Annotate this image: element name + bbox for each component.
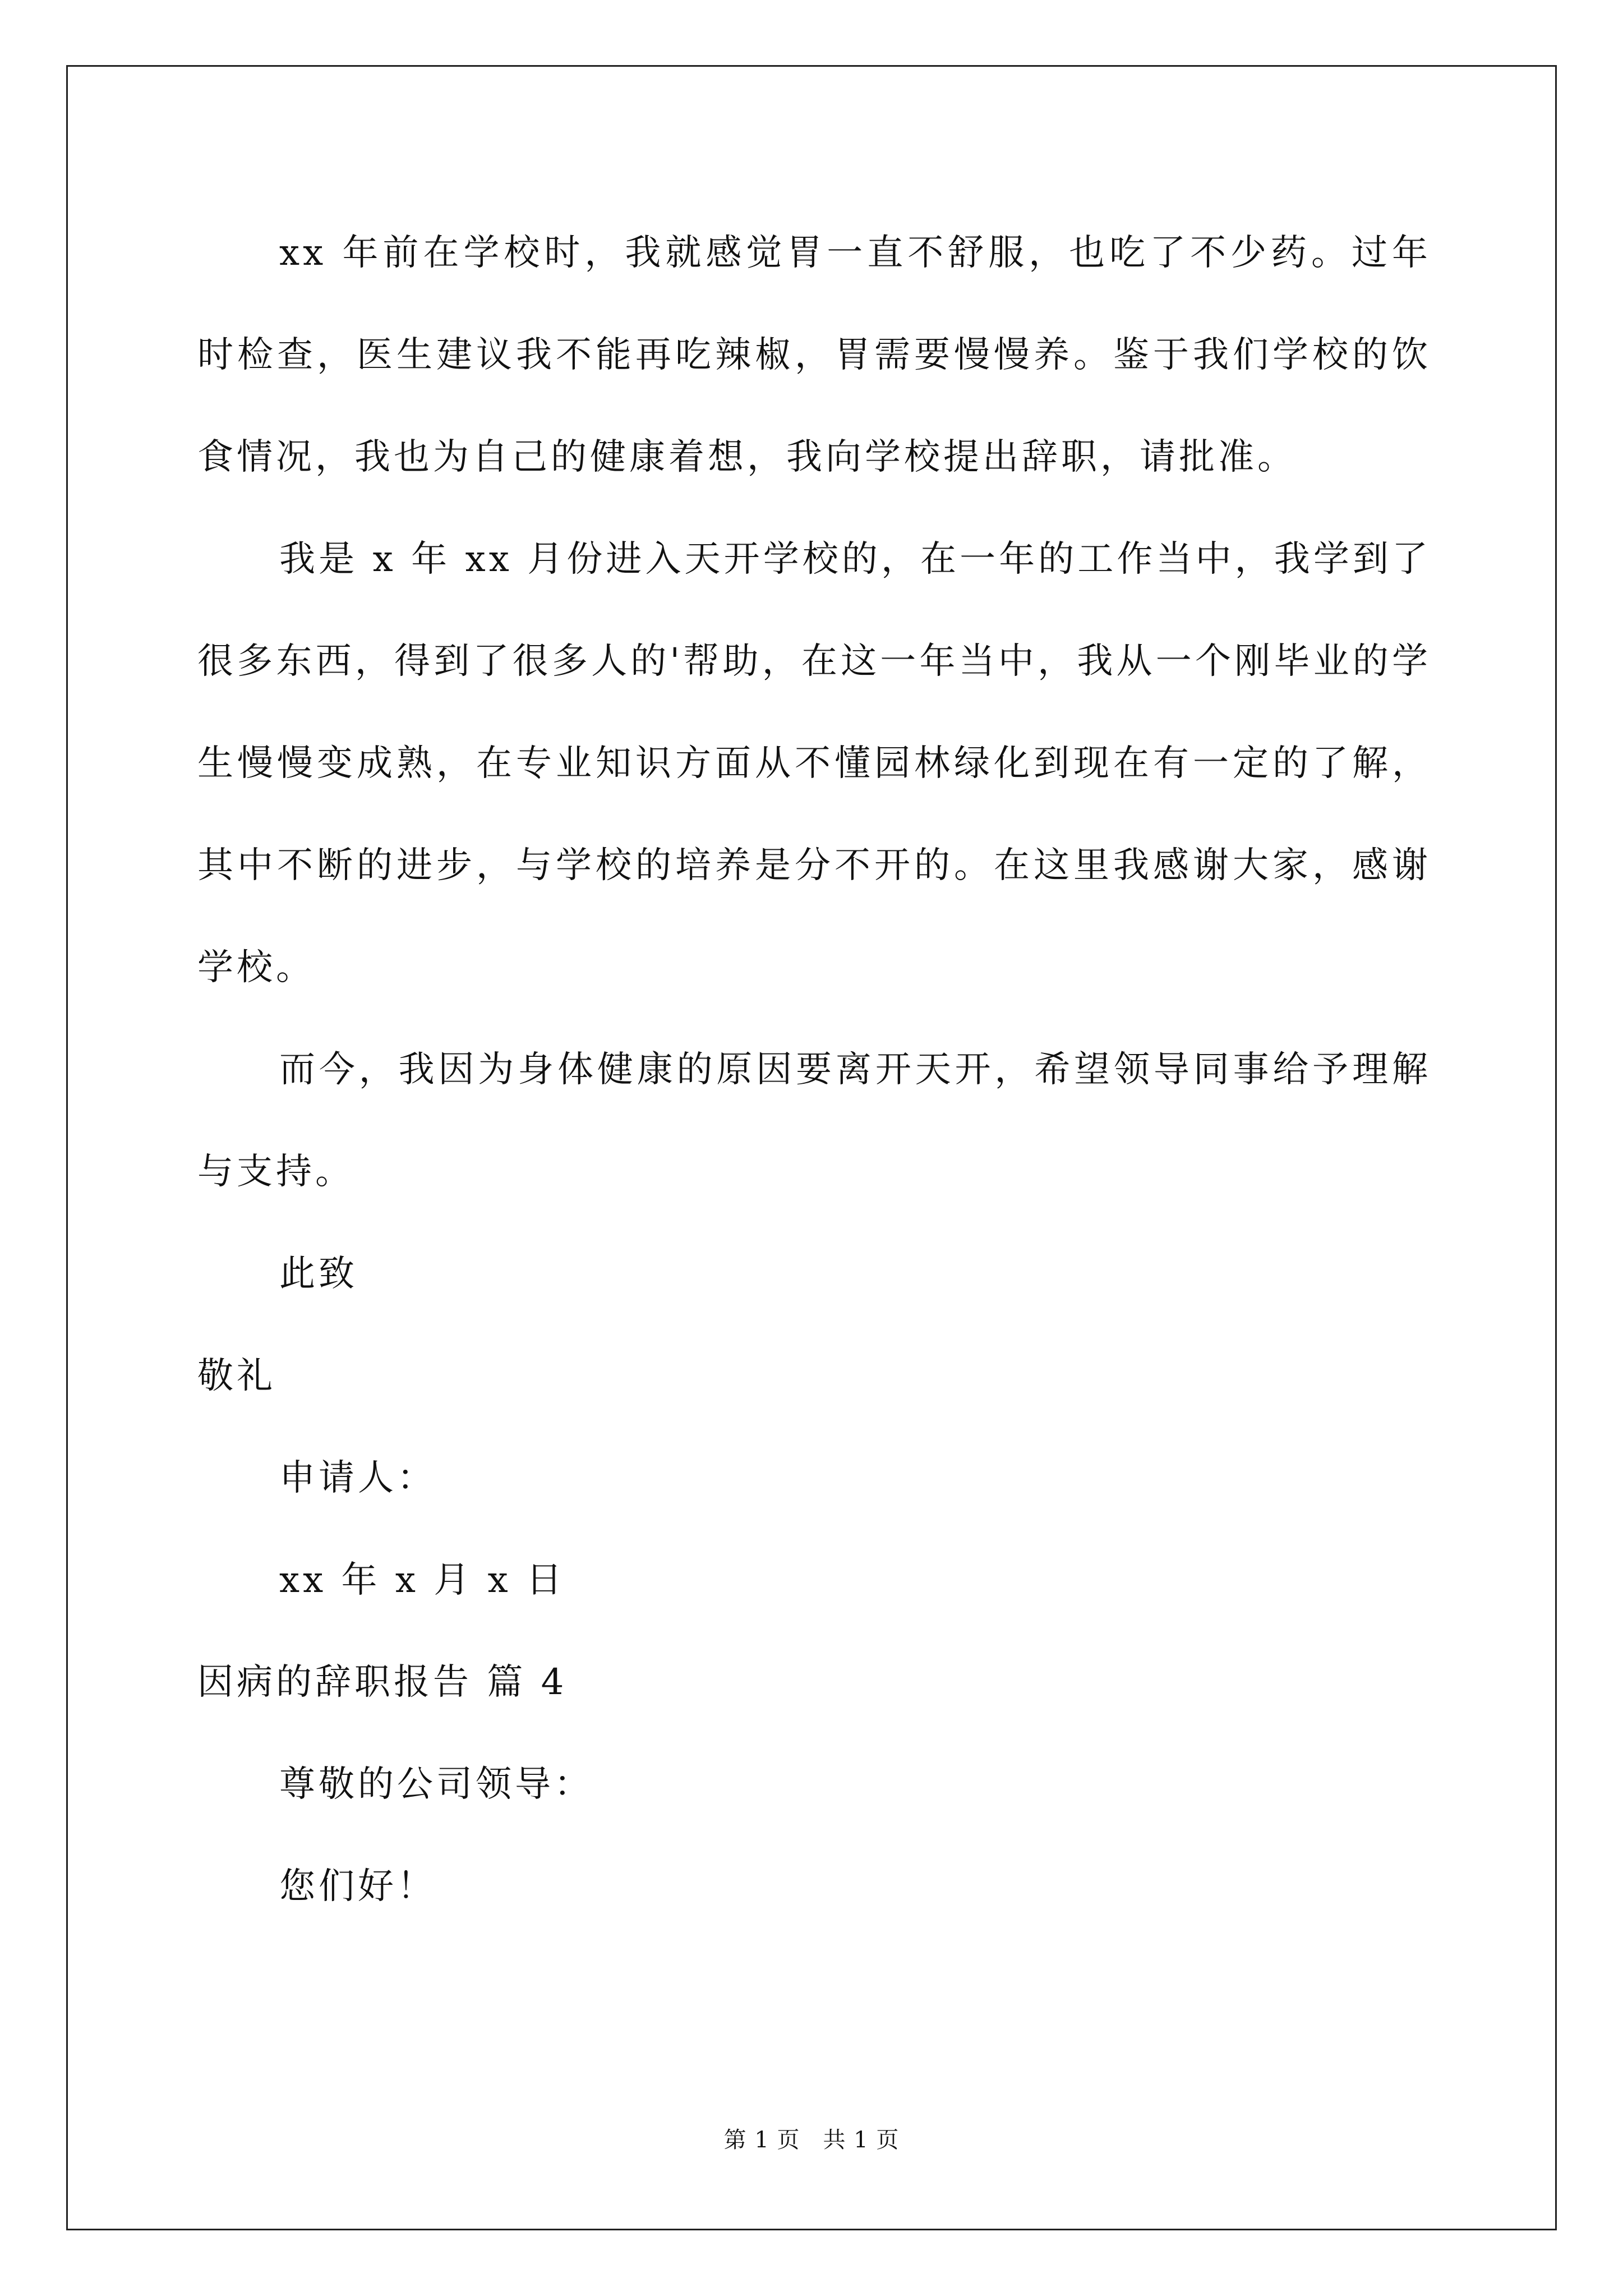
paragraph-3: 而今，我因为身体健康的原因要离开天开，希望领导同事给予理解与支持。 <box>197 1049 1431 1193</box>
page-indicator: 第 1 页 共 1 页 <box>723 2127 900 2153</box>
paragraph-1: xx 年前在学校时，我就感觉胃一直不舒服，也吃了不少药。过年时检查，医生建议我不能再吃辣椒，胃需要慢慢养。鉴于我们学校的饮食情况，我也为自己的健康着想，我向学校提出辞职，请批准。 <box>197 232 1431 478</box>
closing-jing-li: 敬礼 <box>197 1355 276 1397</box>
greeting: 您们好！ <box>279 1866 436 1907</box>
applicant-label: 申请人： <box>279 1457 436 1499</box>
closing-ci-zhi: 此致 <box>279 1253 358 1295</box>
page-footer <box>0 2123 1623 2157</box>
date-line: xx 年 x 月 x 日 <box>279 1559 566 1601</box>
document-body <box>197 202 1431 1938</box>
section-heading: 因病的辞职报告 篇 4 <box>197 1662 568 1703</box>
salutation: 尊敬的公司领导： <box>279 1764 593 1805</box>
paragraph-2: 我是 x 年 xx 月份进入天开学校的，在一年的工作当中，我学到了很多东西，得到了很多人的'帮助，在这一年当中，我从一个刚毕业的学生慢慢变成熟，在专业知识方面从不懂园林绿化到现在有一定的了解，其中不断的进步，与学校的培养是分不开的。在这里我感谢大家，感谢学校。 <box>197 539 1431 988</box>
